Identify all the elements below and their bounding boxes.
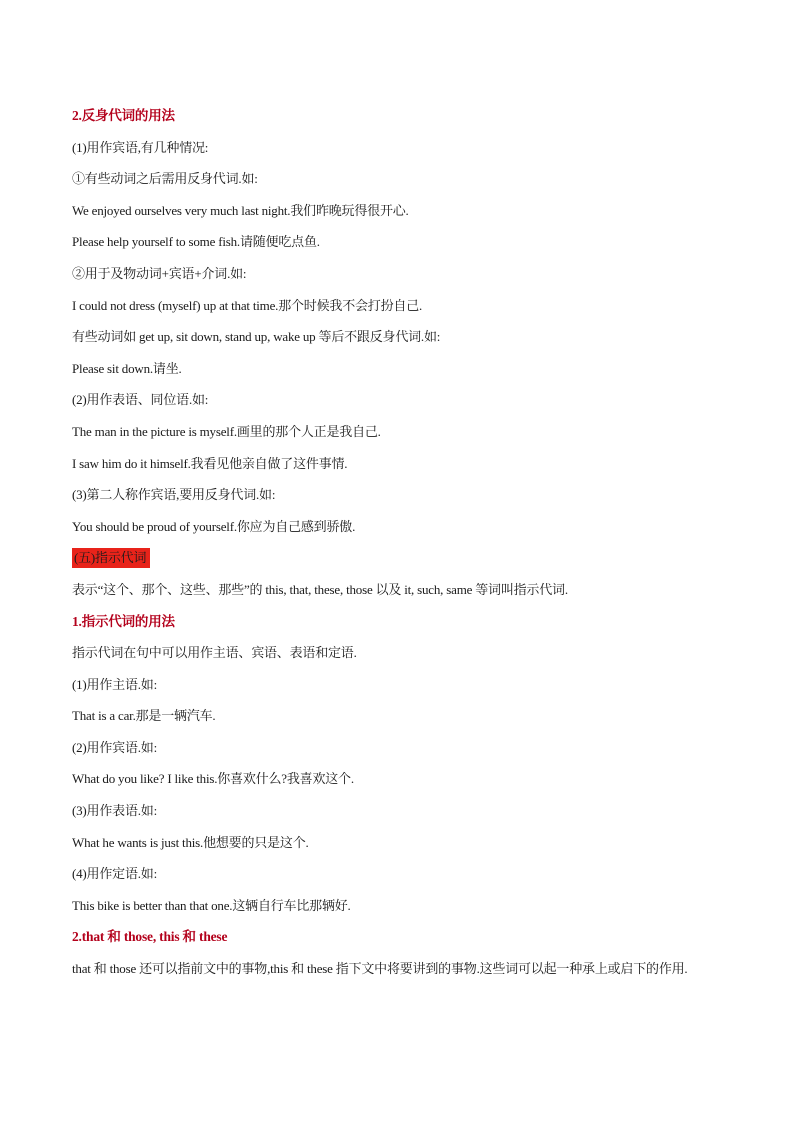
text-line: (1)用作宾语,有几种情况: [72,139,209,155]
example-line: I saw him do it himself.我看见他亲自做了这件事情. [72,455,348,471]
text-line: ②用于及物动词+宾语+介词.如: [72,265,247,281]
example-line: What do you like? I like this.你喜欢什么?我喜欢这个. [72,771,354,787]
text-line: 表示“这个、那个、这些、那些”的 this, that, these, those 以及 it, such, same 等词叫指示代词. [72,581,568,597]
text-line: 指示代词在句中可以用作主语、宾语、表语和定语. [72,645,357,661]
text-line: (3)第二人称作宾语,要用反身代词.如: [72,487,276,503]
example-line: I could not dress (myself) up at that time.那个时候我不会打扮自己. [72,297,423,313]
highlighted-title: (五)指示代词 [72,548,150,568]
text-line: ①有些动词之后需用反身代词.如: [72,171,258,187]
section-heading-that-those: 2.that 和 those, this 和 these [72,929,228,945]
section-heading-reflexive: 2.反身代词的用法 [72,108,175,123]
text-line: (1)用作主语.如: [72,676,158,692]
example-line: We enjoyed ourselves very much last night.我们昨晚玩得很开心. [72,202,409,218]
paragraph: that 和 those 还可以指前文中的事物,this 和 these 指下文中将要讲到的事物.这些词可以起一种承上或启下的作用. [72,961,688,977]
example-line: What he wants is just this.他想要的只是这个. [72,834,309,850]
text-line: (2)用作宾语.如: [72,739,158,755]
section-heading-demonstrative-usage: 1.指示代词的用法 [72,613,175,629]
example-line: That is a car.那是一辆汽车. [72,708,216,724]
example-line: Please sit down.请坐. [72,360,182,376]
text-line: (4)用作定语.如: [72,866,158,882]
text-line: (2)用作表语、同位语.如: [72,392,209,408]
example-line: The man in the picture is myself.画里的那个人正是我自己. [72,423,381,439]
example-line: Please help yourself to some fish.请随便吃点鱼. [72,234,320,250]
example-line: This bike is better than that one.这辆自行车比那辆好. [72,897,351,913]
text-line: (3)用作表语.如: [72,803,158,819]
example-line: You should be proud of yourself.你应为自己感到骄傲. [72,518,356,534]
section-title-demonstrative [72,542,732,574]
text-line: 有些动词如 get up, sit down, stand up, wake up 等后不跟反身代词.如: [72,329,441,345]
document-page [72,100,732,985]
